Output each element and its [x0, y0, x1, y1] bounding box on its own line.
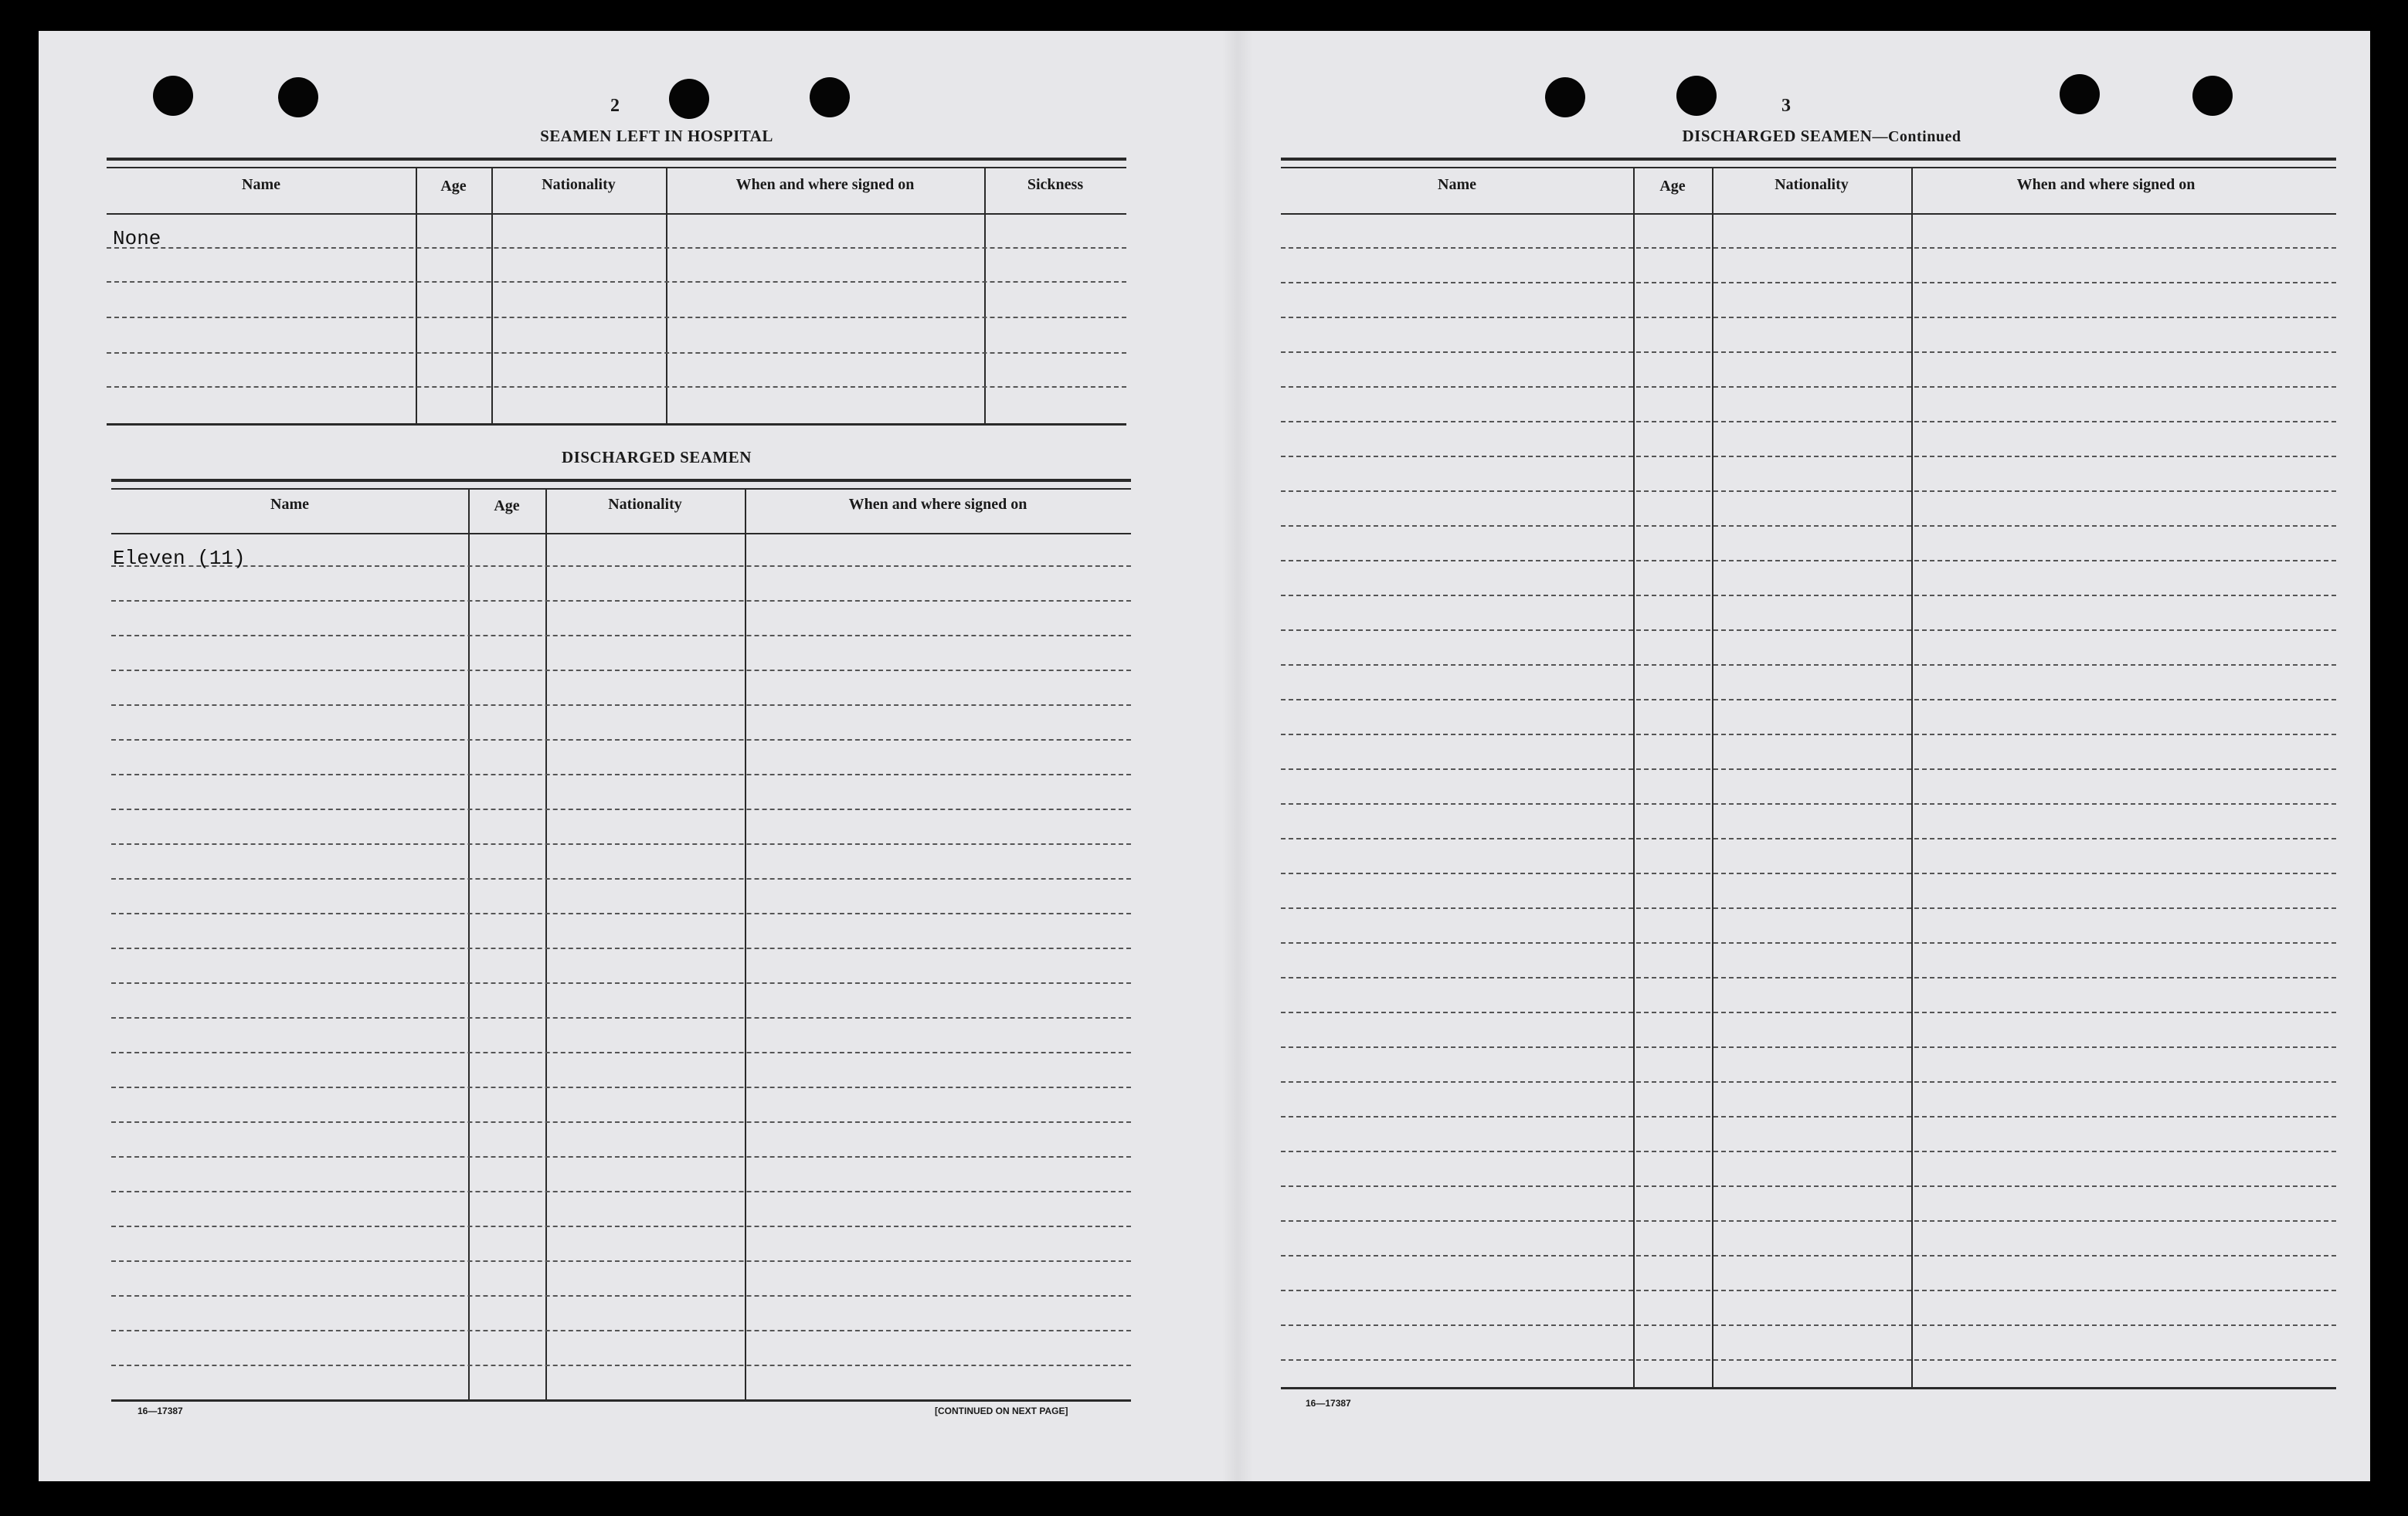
- table-row: [111, 565, 1131, 567]
- table-row: [111, 635, 1131, 636]
- punch-hole: [153, 76, 193, 116]
- table-row: [107, 281, 1126, 283]
- table-row: [1281, 1324, 2336, 1326]
- table-row: [111, 774, 1131, 775]
- discharged-section-title: DISCHARGED SEAMEN: [562, 448, 752, 466]
- column-divider: [666, 167, 667, 423]
- column-divider: [745, 488, 746, 1399]
- table-row: [111, 1052, 1131, 1053]
- table-row: [1281, 1359, 2336, 1361]
- table-top-rule: [107, 158, 1126, 168]
- column-divider: [468, 488, 470, 1399]
- column-divider: [1633, 167, 1635, 1387]
- table-row: [107, 386, 1126, 388]
- table-bottom-rule: [1281, 1387, 2336, 1389]
- column-divider: [984, 167, 986, 423]
- title-main: DISCHARGED SEAMEN: [1682, 127, 1873, 145]
- table-row: [111, 704, 1131, 706]
- column-divider: [491, 167, 493, 423]
- table-row: [1281, 629, 2336, 631]
- table-row: [1281, 247, 2336, 249]
- table-row: [111, 739, 1131, 741]
- form-number-left: 16—17387: [138, 1406, 183, 1416]
- column-divider: [545, 488, 547, 1399]
- table-row: [1281, 1081, 2336, 1083]
- table-bottom-rule: [107, 423, 1126, 426]
- table-row: [111, 1226, 1131, 1227]
- page-number-right: 3: [1781, 96, 1791, 116]
- page-number-left: 2: [610, 96, 620, 116]
- punch-hole: [669, 79, 709, 119]
- col-header-signed-on: When and where signed on: [2016, 176, 2196, 193]
- table-row: [111, 878, 1131, 880]
- discharged-table-right: [1281, 158, 2336, 1424]
- col-header-nationality: Nationality: [1775, 176, 1849, 193]
- table-row: [111, 1017, 1131, 1019]
- col-header-name: Name: [242, 176, 280, 193]
- table-row: [107, 352, 1126, 354]
- table-row: [1281, 1151, 2336, 1152]
- col-header-age: Age: [440, 178, 467, 195]
- table-row: [1281, 664, 2336, 666]
- table-row: [1281, 456, 2336, 457]
- table-row: [111, 1156, 1131, 1158]
- punch-hole: [810, 77, 850, 117]
- col-header-nationality: Nationality: [608, 496, 682, 513]
- punch-hole: [2060, 74, 2100, 114]
- table-row: [1281, 282, 2336, 283]
- column-divider: [416, 167, 417, 423]
- col-header-name: Name: [270, 496, 309, 513]
- table-row: [1281, 699, 2336, 700]
- col-header-nationality: Nationality: [542, 176, 616, 193]
- table-row: [1281, 803, 2336, 805]
- table-row: [111, 1330, 1131, 1331]
- table-row: [111, 809, 1131, 810]
- table-row: [1281, 421, 2336, 422]
- punch-hole: [1545, 77, 1585, 117]
- table-row: [111, 913, 1131, 914]
- table-row: [1281, 525, 2336, 527]
- column-divider: [1712, 167, 1713, 1387]
- hospital-entry: None: [113, 227, 161, 250]
- table-row: [1281, 734, 2336, 735]
- table-row: [111, 1260, 1131, 1262]
- punch-hole: [1676, 76, 1717, 116]
- title-suffix: —Continued: [1872, 128, 1961, 145]
- table-row: [111, 1295, 1131, 1297]
- col-header-age: Age: [494, 497, 520, 514]
- table-row: [1281, 1046, 2336, 1048]
- form-number-right: 16—17387: [1306, 1398, 1351, 1409]
- table-row: [1281, 386, 2336, 388]
- ledger-sheet: [39, 31, 2370, 1481]
- table-row: [1281, 942, 2336, 944]
- hospital-section-title: SEAMEN LEFT IN HOSPITAL: [540, 127, 773, 145]
- table-row: [111, 982, 1131, 984]
- table-row: [1281, 907, 2336, 909]
- table-row: [1281, 1012, 2336, 1013]
- table-row: [111, 843, 1131, 845]
- table-row: [1281, 1255, 2336, 1257]
- header-rule: [111, 533, 1131, 534]
- header-rule: [107, 213, 1126, 215]
- table-row: [1281, 1116, 2336, 1117]
- col-header-age: Age: [1659, 178, 1686, 195]
- col-header-sickness: Sickness: [1027, 176, 1084, 193]
- discharged-entry: Eleven (11): [113, 547, 246, 570]
- table-row: [111, 1087, 1131, 1088]
- hospital-table: [107, 158, 1126, 459]
- discharged-table-left: [111, 479, 1131, 1436]
- punch-hole: [278, 77, 318, 117]
- table-row: [1281, 490, 2336, 492]
- table-bottom-rule: [111, 1399, 1131, 1402]
- table-row: [1281, 595, 2336, 596]
- table-row: [1281, 1220, 2336, 1222]
- table-row: [1281, 873, 2336, 874]
- column-divider: [1911, 167, 1913, 1387]
- table-row: [111, 1191, 1131, 1192]
- col-header-signed-on: When and where signed on: [735, 176, 915, 193]
- table-row: [111, 1365, 1131, 1366]
- table-top-rule: [1281, 158, 2336, 168]
- header-rule: [1281, 213, 2336, 215]
- table-row: [111, 670, 1131, 671]
- table-row: [1281, 977, 2336, 978]
- punch-hole: [2192, 76, 2233, 116]
- table-row: [1281, 768, 2336, 770]
- table-row: [1281, 1185, 2336, 1187]
- table-row: [1281, 838, 2336, 839]
- table-row: [111, 1121, 1131, 1123]
- col-header-name: Name: [1438, 176, 1476, 193]
- table-row: [111, 948, 1131, 949]
- table-row: [107, 317, 1126, 318]
- table-row: [111, 600, 1131, 602]
- table-top-rule: [111, 479, 1131, 490]
- table-row: [107, 247, 1126, 249]
- col-header-signed-on: When and where signed on: [848, 496, 1027, 513]
- table-row: [1281, 1290, 2336, 1291]
- discharged-continued-title: [1551, 127, 2092, 146]
- table-row: [1281, 351, 2336, 353]
- page-fold: [1222, 31, 1253, 1481]
- table-row: [1281, 560, 2336, 561]
- table-row: [1281, 317, 2336, 318]
- continued-note: [CONTINUED ON NEXT PAGE]: [935, 1406, 1068, 1416]
